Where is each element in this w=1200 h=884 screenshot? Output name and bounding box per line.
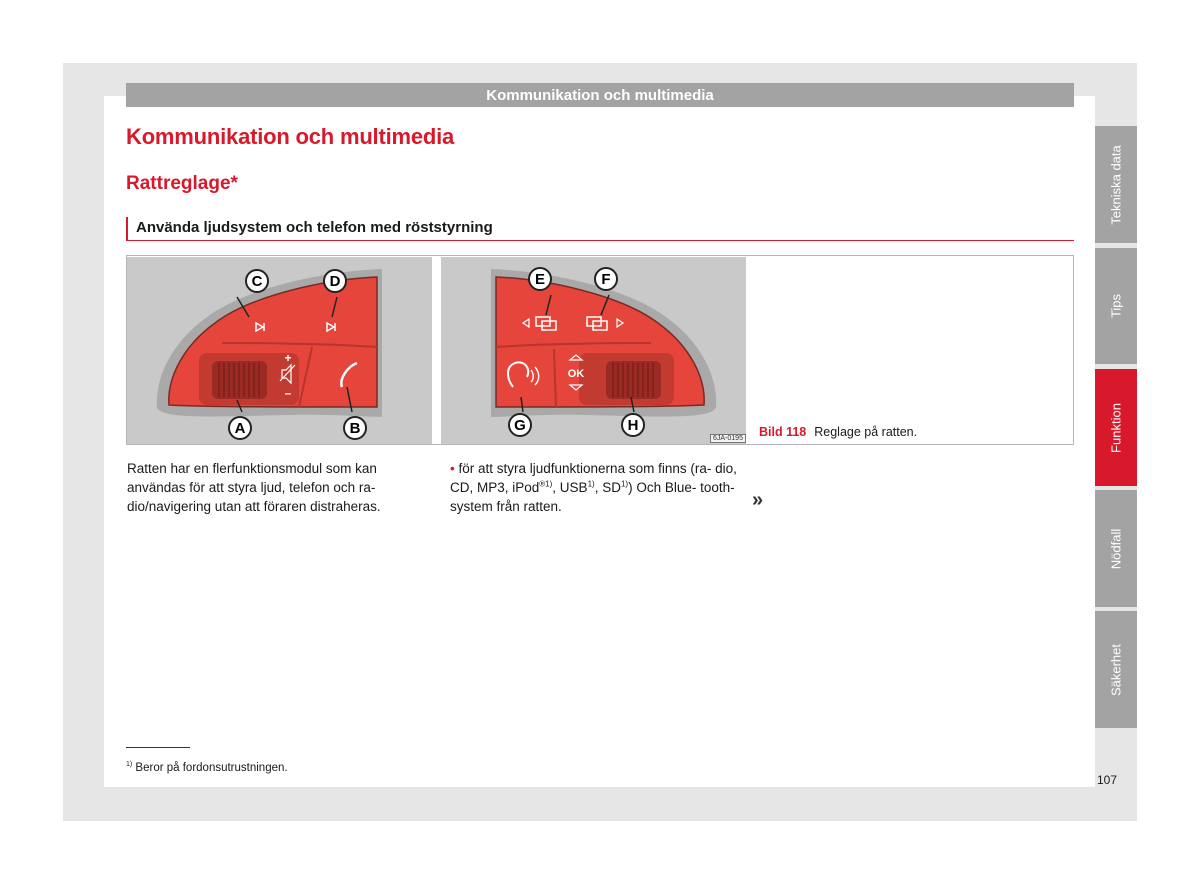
callout-b: B — [349, 420, 361, 437]
tab-funktion[interactable] — [1095, 369, 1137, 486]
tab-tekniska-data[interactable] — [1095, 126, 1137, 243]
body-text-col1: Ratten har en flerfunktionsmodul som kan användas för att styra ljud, telefon och ra- dio/navigering utan att föraren distraheras. — [127, 461, 381, 514]
callout-c: C — [251, 273, 263, 290]
tab-tips[interactable] — [1095, 248, 1137, 364]
left-controls-illustration — [127, 257, 432, 444]
tab-label: Nödfall — [1108, 528, 1124, 569]
footnote — [126, 762, 288, 774]
footnote-ref: 1) — [620, 479, 629, 489]
callout-h: H — [627, 417, 639, 434]
tab-nodfall[interactable] — [1095, 490, 1137, 607]
tab-label: Tekniska data — [1108, 144, 1124, 225]
figure-caption — [759, 425, 917, 439]
footnote-mark: 1) — [126, 761, 133, 769]
callout-g: G — [514, 417, 526, 434]
footnote-ref: ®1) — [539, 479, 553, 489]
body-text-part: , USB — [552, 480, 588, 495]
running-header: Kommunikation och multimedia — [126, 83, 1074, 107]
footnote-rule — [126, 747, 190, 748]
tab-label: Funktion — [1108, 402, 1124, 453]
body-text-part: för att styra ljudfunktionerna som finns (ra- dio, CD, MP3, iPod — [450, 461, 737, 495]
tab-label: Säkerhet — [1108, 643, 1124, 696]
body-text-part: , SD — [594, 480, 621, 495]
tab-label: Tips — [1108, 293, 1124, 319]
figure-number: Bild 118 — [759, 425, 807, 439]
section-heading — [126, 217, 1074, 241]
body-text-part: ) Och Blue- tooth-system från ratten. — [450, 480, 735, 514]
body-text-col2 — [450, 459, 750, 516]
bullet-icon: • — [450, 461, 455, 476]
callout-a: A — [234, 420, 246, 437]
volume-minus-label: – — [284, 386, 292, 400]
figure-caption-text: Reglage på ratten. — [814, 425, 918, 439]
page-number: 107 — [1097, 773, 1118, 787]
callout-e: E — [534, 271, 546, 288]
tab-sakerhet[interactable] — [1095, 611, 1137, 728]
continue-marker: » — [752, 489, 764, 511]
section-heading-text: Använda ljudsystem och telefon med röststyrning — [136, 219, 493, 236]
footnote-ref: 1) — [587, 479, 595, 489]
ok-label: OK — [567, 368, 585, 380]
figure-right-panel — [441, 257, 746, 444]
callout-f: F — [601, 271, 611, 288]
page-subtitle: Rattreglage* — [126, 173, 238, 194]
volume-plus-label: + — [284, 351, 292, 365]
figure-left-panel — [127, 257, 432, 444]
right-controls-illustration — [441, 257, 746, 444]
figure-code: 6JA-0195 — [710, 434, 746, 443]
footnote-text: Beror på fordonsutrustningen. — [132, 762, 288, 774]
page-title: Kommunikation och multimedia — [126, 124, 455, 149]
callout-d: D — [329, 273, 341, 290]
